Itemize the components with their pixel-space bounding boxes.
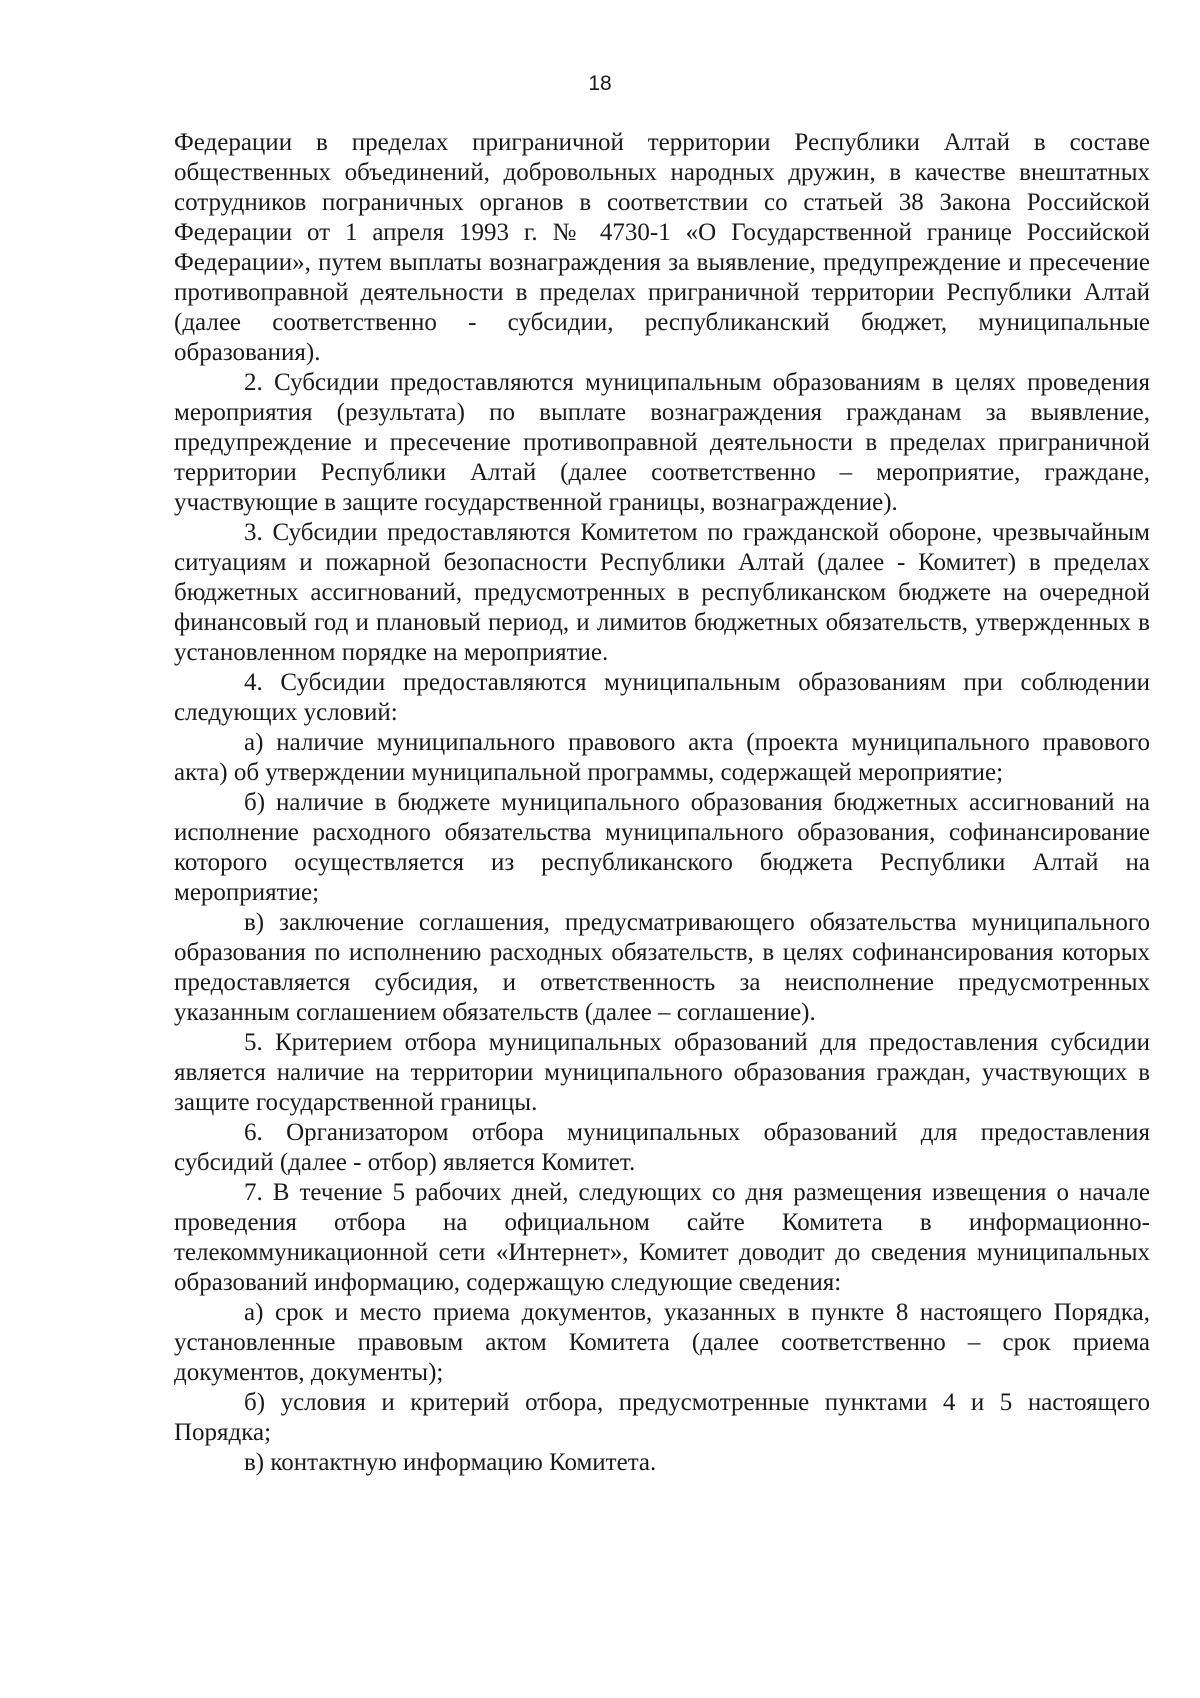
paragraph-4-item-b: б) наличие в бюджете муниципального образования бюджетных ассигнований на исполнение расходного обязательства муниципального образования, софинансирование которого осуществляется из республиканского бюджета Республики Алтай на мероприятие; xyxy=(174,789,1150,906)
paragraph-2: 2. Субсидии предоставляются муниципальным образованиям в целях проведения мероприятия (результата) по выплате вознаграждения гражданам за выявление, предупреждение и пресечение противоправной деятельности в пределах приграничной территории Республики Алтай (далее соответственно – мероприятие, граждане, участвующие в защите государственной границы, вознаграждение). xyxy=(174,369,1150,516)
paragraph-4-item-a: а) наличие муниципального правового акта (проекта муниципального правового акта) об утверждении муниципальной программы, содержащей мероприятие; xyxy=(174,729,1150,786)
paragraph-1-continuation: Федерации в пределах приграничной территории Республики Алтай в составе общественных объединений, добровольных народных дружин, в качестве внештатных сотрудников пограничных органов в соответствии со статьей 38 Закона Российской Федерации от 1 апреля 1993 г. № 4730-1 «О Государственной границе Российской Федерации», путем выплаты вознаграждения за выявление, предупреждение и пресечение противоправной деятельности в пределах приграничной территории Республики Алтай (далее соответственно - субсидии, республиканский бюджет, муниципальные образования). xyxy=(174,129,1150,366)
paragraph-4: 4. Субсидии предоставляются муниципальным образованиям при соблюдении следующих условий: xyxy=(174,669,1150,726)
paragraph-7-item-a: а) срок и место приема документов, указанных в пункте 8 настоящего Порядка, установленные правовым актом Комитета (далее соответственно – срок приема документов, документы); xyxy=(174,1299,1150,1386)
paragraph-6: 6. Организатором отбора муниципальных образований для предоставления субсидий (далее - отбор) является Комитет. xyxy=(174,1119,1150,1176)
document-body xyxy=(174,128,1150,1478)
page-number: 18 xyxy=(588,72,612,95)
paragraph-7-item-b: б) условия и критерий отбора, предусмотренные пунктами 4 и 5 настоящего Порядка; xyxy=(174,1389,1150,1446)
paragraph-4-item-v: в) заключение соглашения, предусматривающего обязательства муниципального образования по исполнению расходных обязательств, в целях софинансирования которых предоставляется субсидия, и ответственность за неисполнение предусмотренных указанным соглашением обязательств (далее – соглашение). xyxy=(174,909,1150,1026)
paragraph-3: 3. Субсидии предоставляются Комитетом по гражданской обороне, чрезвычайным ситуациям и пожарной безопасности Республики Алтай (далее - Комитет) в пределах бюджетных ассигнований, предусмотренных в республиканском бюджете на очередной финансовый год и плановый период, и лимитов бюджетных обязательств, утвержденных в установленном порядке на мероприятие. xyxy=(174,519,1150,666)
paragraph-5: 5. Критерием отбора муниципальных образований для предоставления субсидии является наличие на территории муниципального образования граждан, участвующих в защите государственной границы. xyxy=(174,1029,1150,1116)
paragraph-7: 7. В течение 5 рабочих дней, следующих со дня размещения извещения о начале проведения отбора на официальном сайте Комитета в информационно-телекоммуникационной сети «Интернет», Комитет доводит до сведения муниципальных образований информацию, содержащую следующие сведения: xyxy=(174,1179,1150,1296)
paragraph-7-item-v: в) контактную информацию Комитета. xyxy=(244,1449,657,1476)
